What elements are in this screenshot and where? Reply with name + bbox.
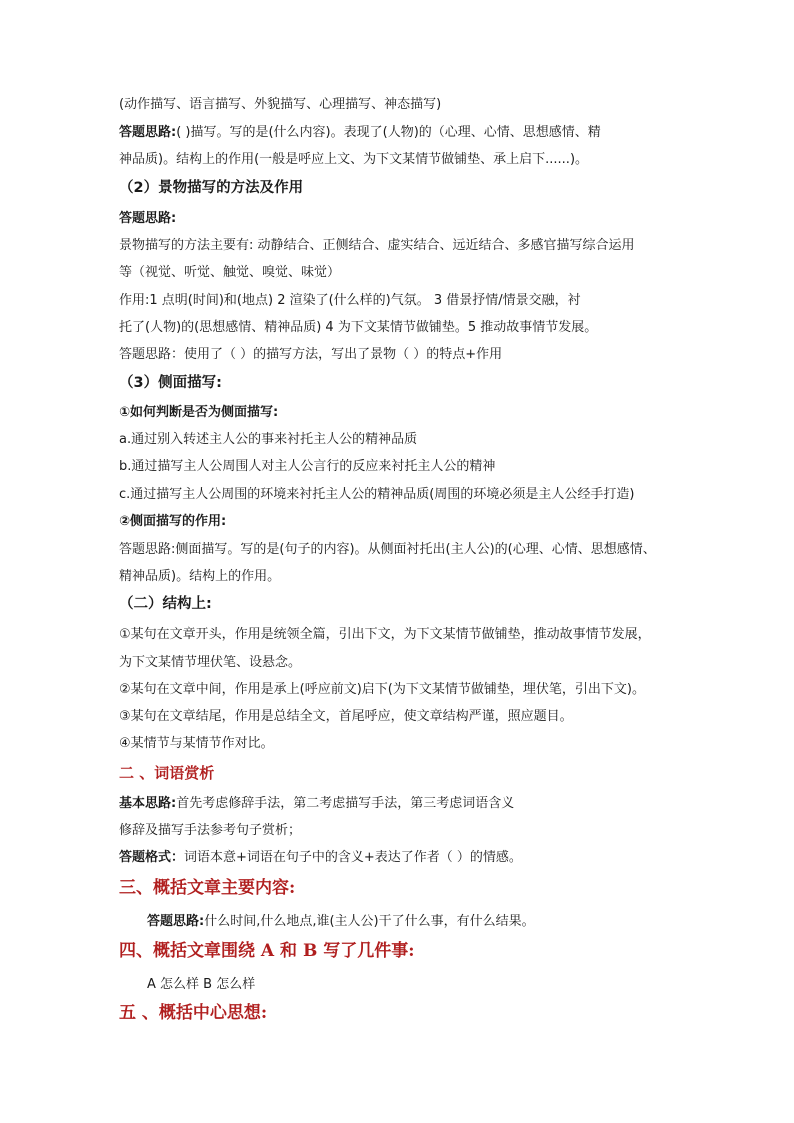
- label-answer-format: 答题格式：: [119, 850, 185, 865]
- section-heading: （3）侧面描写:: [119, 375, 222, 391]
- section-heading: （2）景物描写的方法及作用: [119, 180, 304, 196]
- label-answer-idea: 答题思路:: [119, 211, 177, 226]
- text-line: 精神品质)。结构上的作用。: [119, 569, 281, 584]
- list-item: c.通过描写主人公周围的环境来衬托主人公的精神品质(周围的环境必须是主人公经手打造): [119, 487, 635, 502]
- subheading: ②侧面描写的作用:: [119, 514, 227, 529]
- list-item: ③某句在文章结尾，作用是总结全文，首尾呼应，使文章结构严谨，照应题目。: [119, 709, 573, 724]
- text-line: 托了(人物)的(思想感情、精神品质) 4 为下文某情节做铺垫。5 推动故事情节发展。: [119, 320, 598, 335]
- text-line: 答题思路：使用了（ ）的描写方法，写出了景物（ ）的特点+作用: [119, 347, 503, 362]
- text-line: A 怎么样 B 怎么样: [147, 977, 256, 992]
- text-line: (动作描写、语言描写、外貌描写、心理描写、神态描写): [119, 97, 442, 112]
- text-line: 神品质)。结构上的作用(一般是呼应上文、为下文某情节做铺垫、承上启下......)。: [119, 152, 589, 167]
- text-content: 首先考虑修辞手法，第二考虑描写手法，第三考虑词语含义: [176, 796, 515, 811]
- chapter-heading: 四、概括文章围绕 A 和 B 写了几件事:: [119, 941, 415, 961]
- text-line: [147, 913, 535, 931]
- label-answer-idea: 答题思路:: [147, 914, 205, 929]
- text-line: 景物描写的方法主要有: 动静结合、正侧结合、虚实结合、远近结合、多感官描写综合运用: [119, 238, 635, 253]
- text-line: 等（视觉、听觉、触觉、嗅觉、味觉）: [119, 265, 341, 280]
- list-item: a.通过别入转述主人公的事来衬托主人公的精神品质: [119, 432, 418, 447]
- text-content: 词语本意+词语在句子中的含义+表达了作者（ ）的情感。: [184, 850, 522, 865]
- section-heading: （二）结构上:: [119, 596, 212, 612]
- list-item: b.通过描写主人公周围人对主人公言行的反应来衬托主人公的精神: [119, 459, 496, 474]
- list-item: ①某句在文章开头，作用是统领全篇，引出下文，为下文某情节做铺垫，推动故事情节发展，: [119, 627, 651, 642]
- text-line: [119, 124, 601, 142]
- chapter-heading: 三、概括文章主要内容:: [119, 878, 296, 898]
- text-line: [119, 849, 522, 867]
- text-line: 答题思路:侧面描写。写的是(句子的内容)。从侧面衬托出(主人公)的(心理、心情、思想感情、: [119, 542, 656, 557]
- text-line: 作用:1 点明(时间)和(地点) 2 渲染了(什么样的)气氛。 3 借景抒情/情景交融，衬: [119, 293, 581, 308]
- label-answer-idea: 答题思路:: [119, 125, 177, 140]
- list-item: ④某情节与某情节作对比。: [119, 736, 274, 751]
- list-item: 为下文某情节埋伏笔、设悬念。: [119, 655, 302, 670]
- subheading: ①如何判断是否为侧面描写:: [119, 405, 279, 420]
- text-content: ( )描写。写的是(什么内容)。表现了(人物)的（心理、心情、思想感情、精: [176, 125, 601, 140]
- text-line: [119, 795, 514, 813]
- list-item: ②某句在文章中间，作用是承上(呼应前文)启下(为下文某情节做铺垫，埋伏笔，引出下文)。: [119, 682, 645, 697]
- text-content: 什么时间,什么地点,谁(主人公)干了什么事，有什么结果。: [204, 914, 535, 929]
- chapter-heading: 五 、概括中心思想:: [119, 1003, 268, 1023]
- chapter-heading: 二 、词语赏析: [119, 764, 215, 782]
- text-line: 修辞及描写手法参考句子赏析；: [119, 823, 302, 838]
- label-basic-idea: 基本思路:: [119, 796, 177, 811]
